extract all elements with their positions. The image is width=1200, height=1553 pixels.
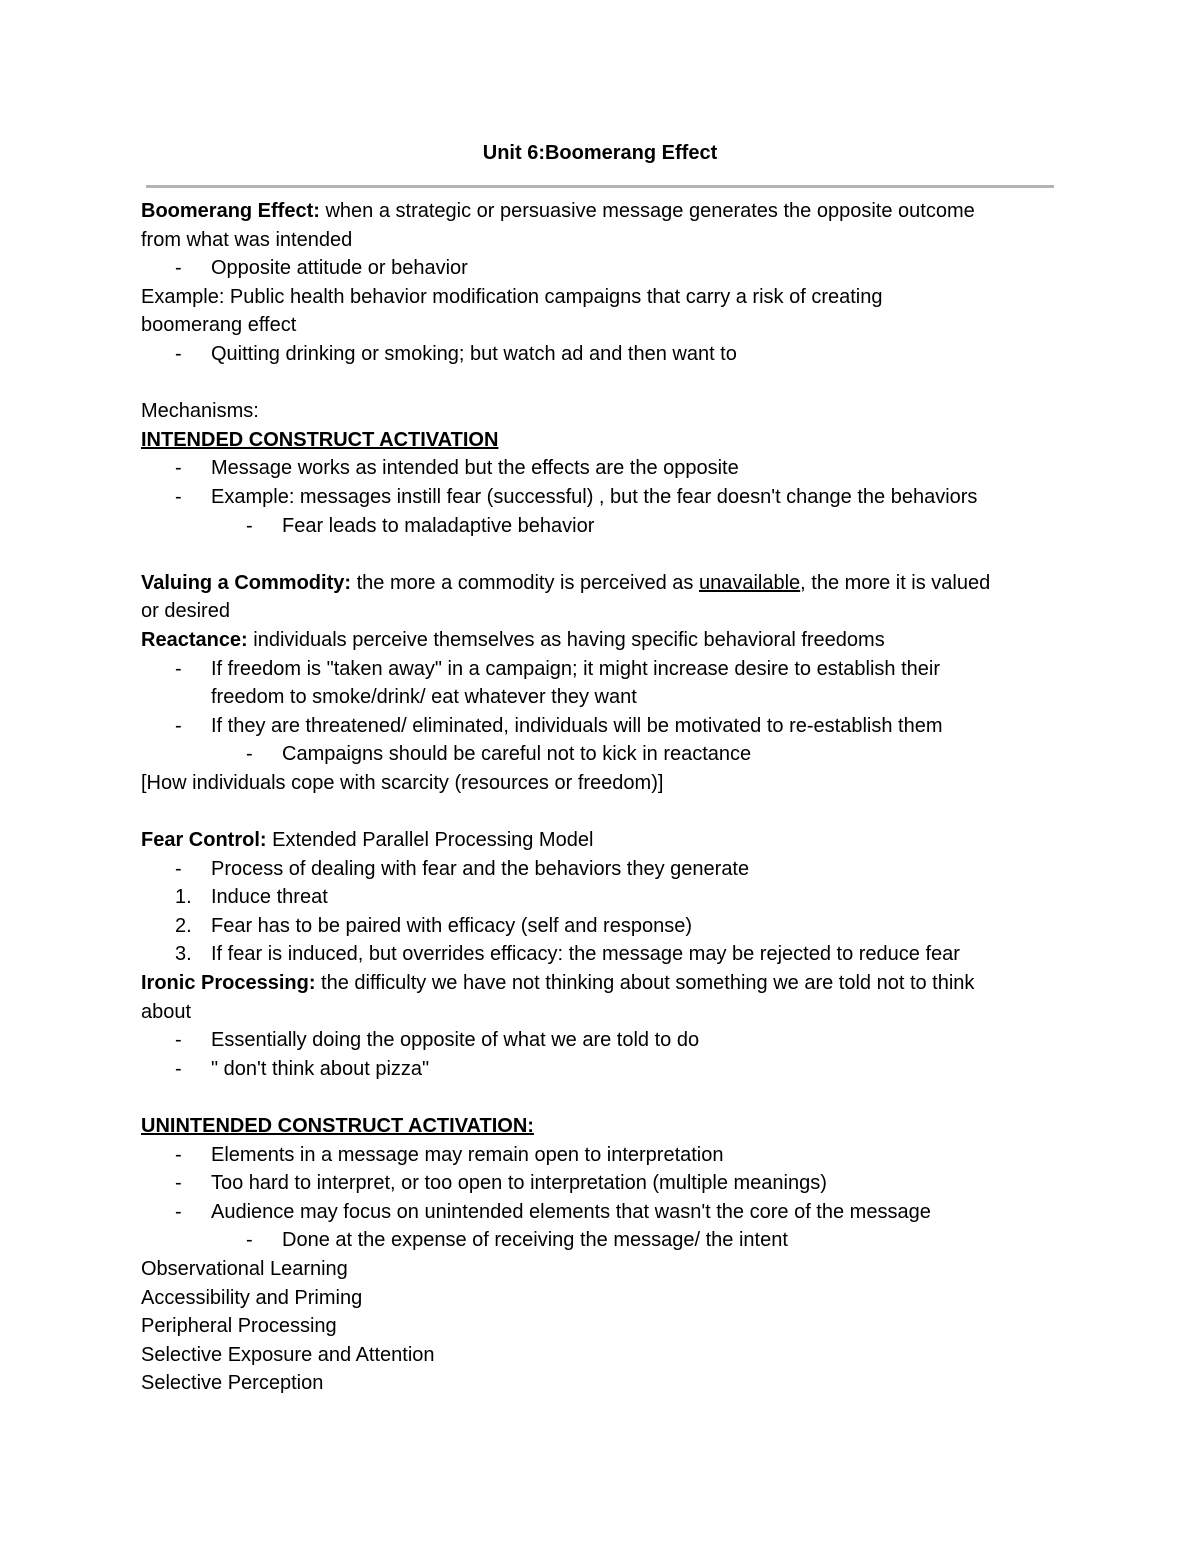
list-item xyxy=(141,712,1071,741)
dash-marker: - xyxy=(175,1029,182,1052)
dash-marker: - xyxy=(246,1229,253,1252)
topic-item: Observational Learning xyxy=(141,1257,348,1280)
definition-valuing-commodity xyxy=(141,569,1071,598)
definition-term: Boomerang Effect: xyxy=(141,200,320,222)
definition-text: the difficulty we have not thinking about something we are told not to think xyxy=(315,972,975,995)
blank-line xyxy=(141,797,1071,826)
section-header-intended: INTENDED CONSTRUCT ACTIVATION xyxy=(141,428,499,451)
definition-continuation: about xyxy=(141,1000,192,1023)
list-item-text: " don't think about pizza" xyxy=(211,1057,430,1080)
list-item xyxy=(141,1198,1071,1227)
list-item xyxy=(141,655,1071,684)
list-item xyxy=(141,340,1071,369)
list-item-text: Audience may focus on unintended elements that wasn't the core of the message xyxy=(211,1200,931,1223)
definition-text: when a strategic or persuasive message generates the opposite outcome xyxy=(319,200,975,222)
list-item-text: Induce threat xyxy=(211,886,328,909)
dash-marker: - xyxy=(175,342,182,365)
underlined-word: unavailable xyxy=(698,571,801,594)
section-header-unintended: UNINTENDED CONSTRUCT ACTIVATION: xyxy=(141,1115,534,1137)
number-marker: 3. xyxy=(175,943,192,966)
list-item xyxy=(141,1169,1071,1198)
document-body xyxy=(141,197,1071,1398)
dash-marker: - xyxy=(175,1143,182,1166)
dash-marker: - xyxy=(175,485,182,508)
list-item-text: freedom to smoke/drink/ eat whatever they want xyxy=(211,686,637,709)
sub-list-item xyxy=(141,1226,1071,1255)
topic-item: Peripheral Processing xyxy=(141,1315,337,1338)
definition-continuation: or desired xyxy=(141,600,230,623)
page-title: Unit 6:Boomerang Effect xyxy=(482,142,718,164)
dash-marker: - xyxy=(246,743,253,766)
definition-ironic-processing xyxy=(141,969,1071,998)
list-item-text: Fear leads to maladaptive behavior xyxy=(282,514,595,537)
example-line: Example: Public health behavior modification campaigns that carry a risk of creating xyxy=(141,285,883,308)
definition-fear-control xyxy=(141,826,1071,855)
definition-text: Extended Parallel Processing Model xyxy=(266,829,594,852)
topic-item: Selective Perception xyxy=(141,1372,324,1395)
example-line: boomerang effect xyxy=(141,314,297,337)
list-item xyxy=(141,483,1071,512)
definition-term: Valuing a Commodity: xyxy=(141,571,352,594)
blank-line xyxy=(141,1083,1071,1112)
list-item-text: Essentially doing the opposite of what we are told to do xyxy=(211,1029,700,1052)
list-item-continuation xyxy=(141,683,1071,712)
definition-continuation: from what was intended xyxy=(141,228,353,251)
list-item-text: Done at the expense of receiving the message/ the intent xyxy=(282,1229,788,1252)
sub-list-item xyxy=(141,512,1071,541)
blank-line xyxy=(141,369,1071,398)
list-item-text: If freedom is "taken away" in a campaign; it might increase desire to establish their xyxy=(211,657,940,680)
list-item-text: Quitting drinking or smoking; but watch ad and then want to xyxy=(211,342,737,365)
definition-term: Ironic Processing: xyxy=(141,972,316,995)
title-divider xyxy=(146,185,1054,188)
numbered-item xyxy=(141,940,1071,969)
definition-term: Fear Control: xyxy=(141,829,267,852)
list-item-text: Opposite attitude or behavior xyxy=(211,257,468,280)
definition-reactance xyxy=(141,626,1071,655)
topic-item: Accessibility and Priming xyxy=(141,1286,363,1309)
list-item xyxy=(141,454,1071,483)
number-marker: 2. xyxy=(175,914,192,937)
list-item-text: Example: messages instill fear (successful) , but the fear doesn't change the behaviors xyxy=(211,485,978,508)
definition-text: individuals perceive themselves as having specific behavioral freedoms xyxy=(247,628,885,651)
list-item-text: If fear is induced, but overrides efficacy: the message may be rejected to reduce fear xyxy=(211,943,960,966)
mechanisms-label: Mechanisms: xyxy=(141,400,259,423)
list-item-text: Too hard to interpret, or too open to interpretation (multiple meanings) xyxy=(211,1172,827,1195)
definition-text: , the more it is valued xyxy=(800,571,991,594)
dash-marker: - xyxy=(175,857,182,880)
list-item xyxy=(141,1026,1071,1055)
dash-marker: - xyxy=(175,1200,182,1223)
list-item xyxy=(141,1055,1071,1084)
list-item-text: Fear has to be paired with efficacy (self and response) xyxy=(211,914,692,937)
list-item-text: Campaigns should be careful not to kick in reactance xyxy=(282,743,752,766)
blank-line xyxy=(141,540,1071,569)
numbered-item xyxy=(141,883,1071,912)
number-marker: 1. xyxy=(175,886,192,909)
dash-marker: - xyxy=(246,514,253,537)
list-item-text: Elements in a message may remain open to interpretation xyxy=(211,1143,724,1166)
bracket-note: [How individuals cope with scarcity (resources or freedom)] xyxy=(141,771,664,794)
definition-term: Reactance: xyxy=(141,628,248,651)
list-item xyxy=(141,1141,1071,1170)
dash-marker: - xyxy=(175,457,182,480)
dash-marker: - xyxy=(175,714,182,737)
dash-marker: - xyxy=(175,257,182,280)
dash-marker: - xyxy=(175,657,182,680)
list-item xyxy=(141,855,1071,884)
list-item-text: If they are threatened/ eliminated, individuals will be motivated to re-establish them xyxy=(211,714,943,737)
list-item-text: Message works as intended but the effects are the opposite xyxy=(211,457,739,480)
sub-list-item xyxy=(141,740,1071,769)
topic-item: Selective Exposure and Attention xyxy=(141,1343,435,1366)
definition-text: the more a commodity is perceived as xyxy=(351,571,699,594)
list-item-text: Process of dealing with fear and the behaviors they generate xyxy=(211,857,750,880)
dash-marker: - xyxy=(175,1057,182,1080)
numbered-item xyxy=(141,912,1071,941)
list-item xyxy=(141,254,1071,283)
definition-boomerang-effect xyxy=(141,197,1071,226)
dash-marker: - xyxy=(175,1172,182,1195)
